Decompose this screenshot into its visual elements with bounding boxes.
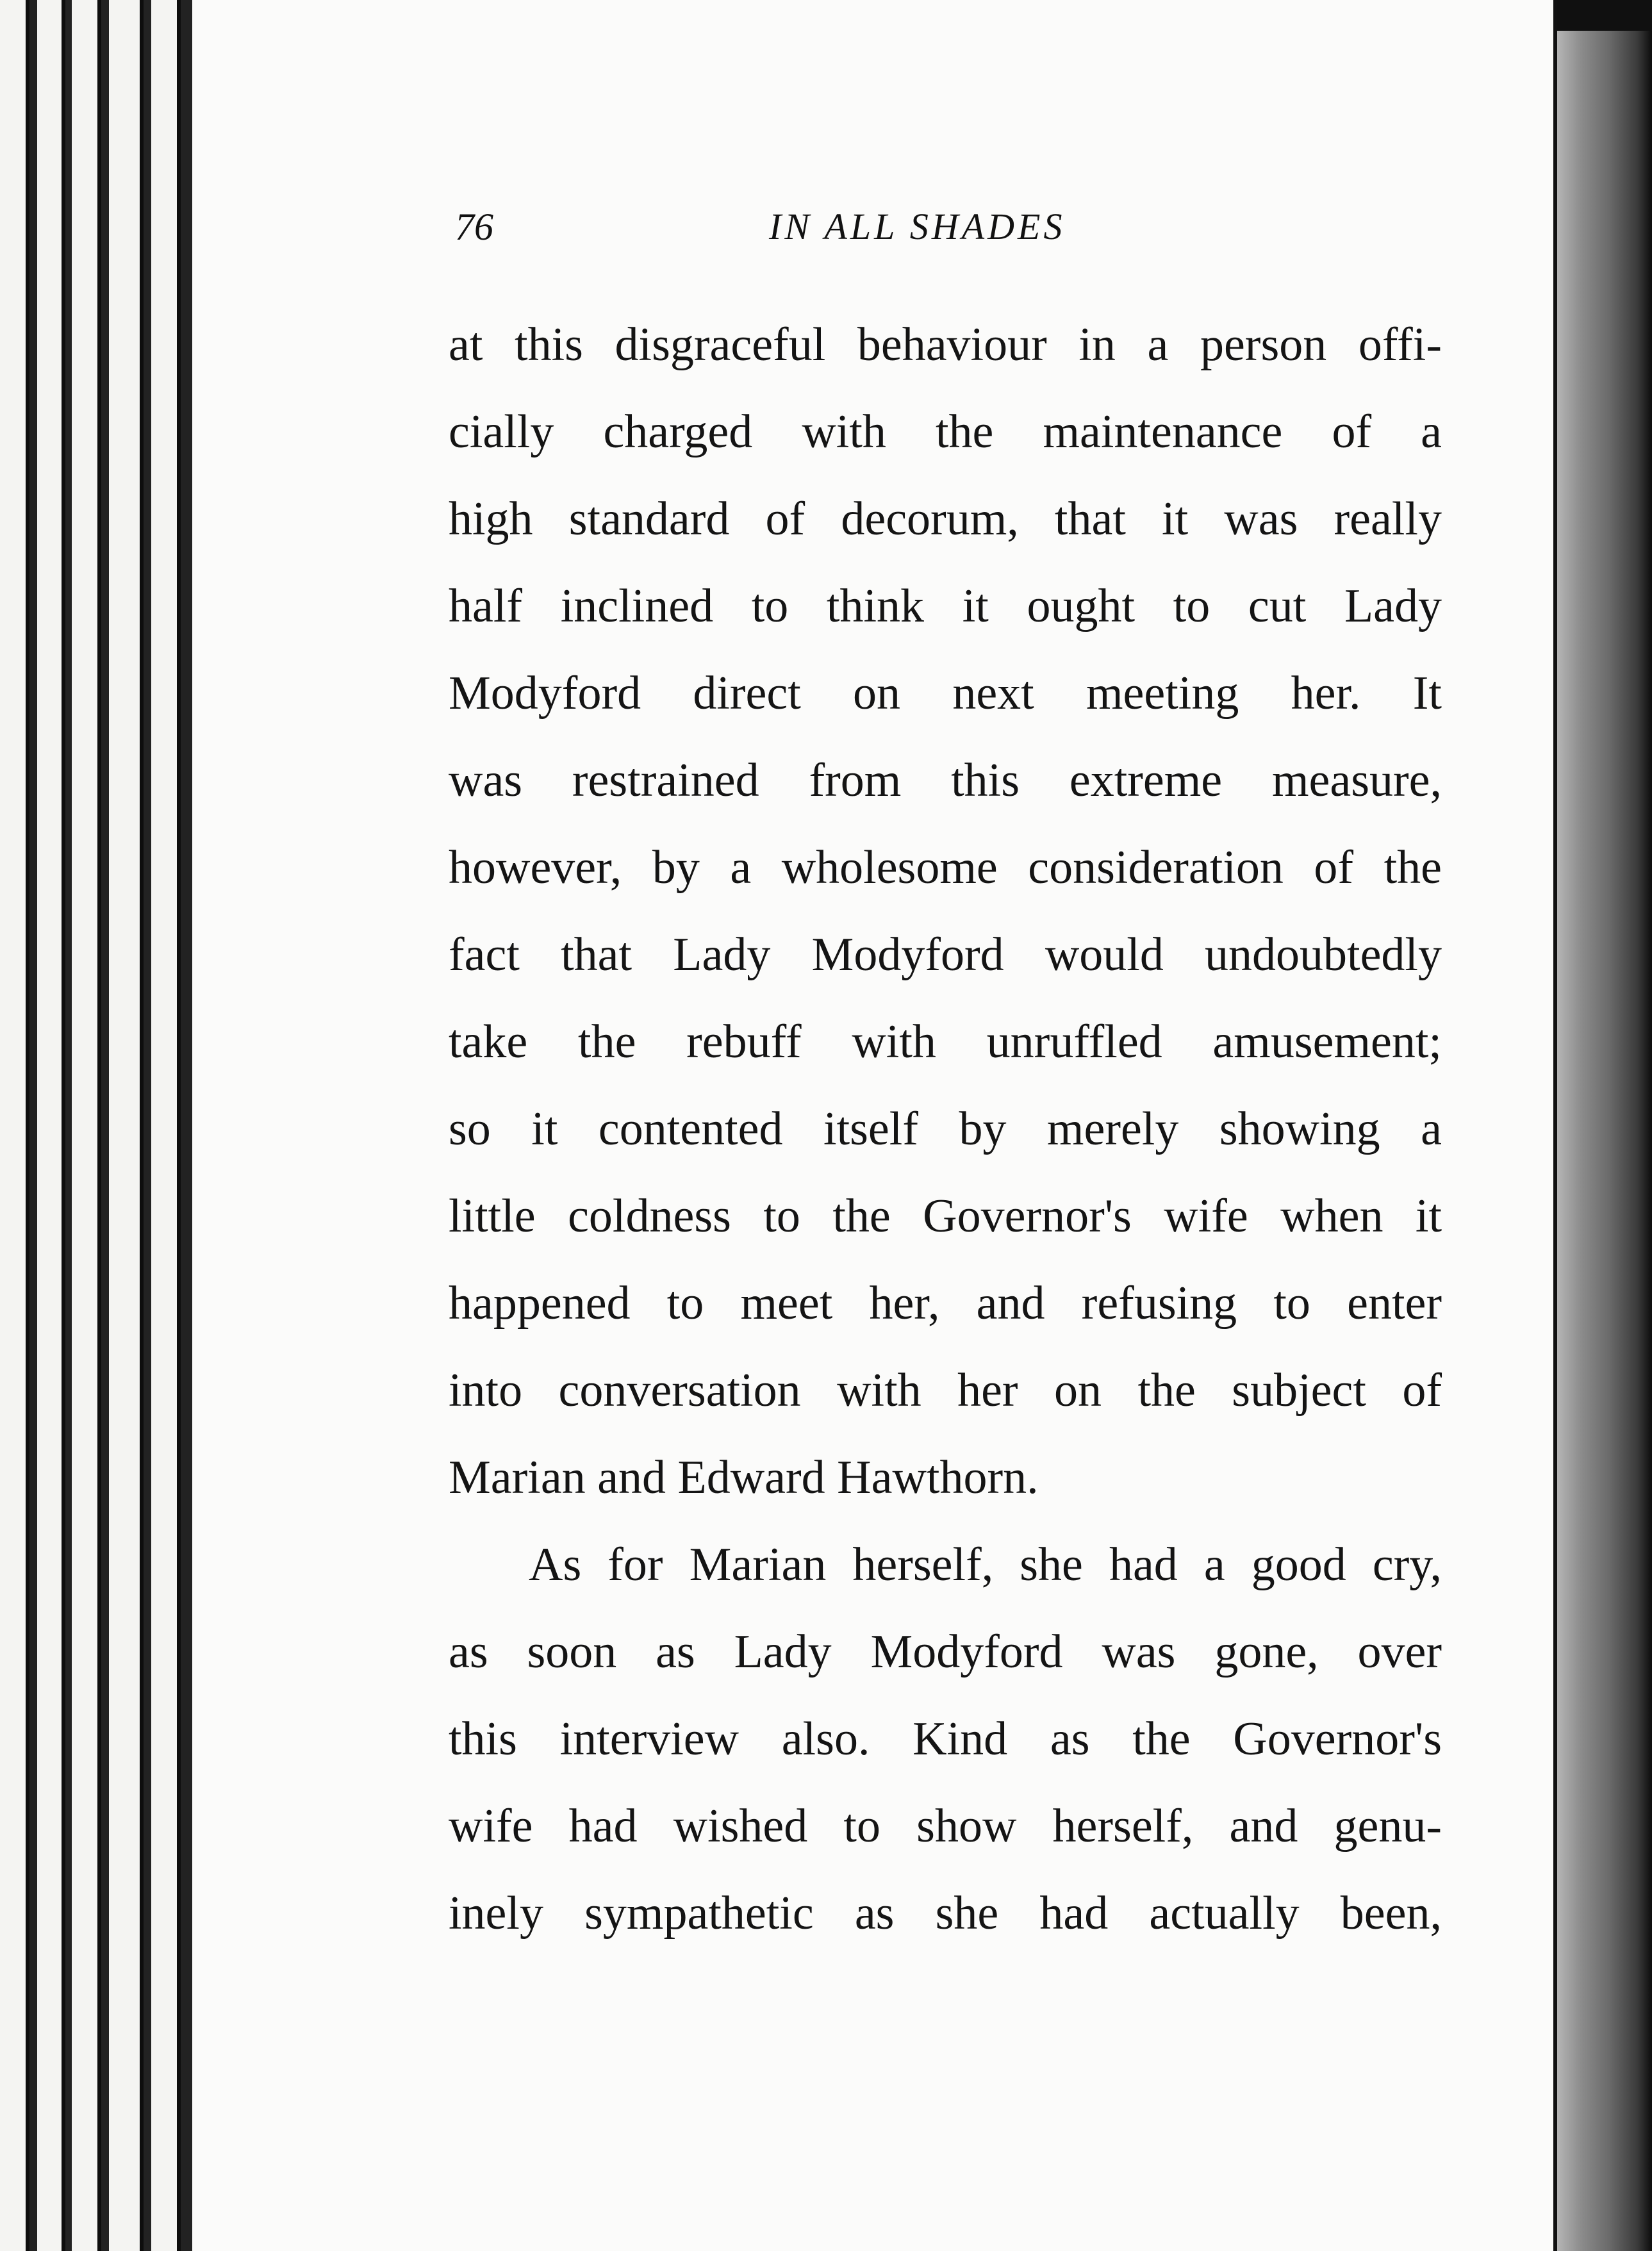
- page-edge: [109, 0, 144, 2251]
- text-line: as soon as Lady Modyford was gone, over: [449, 1626, 1442, 1678]
- text-line: Marian and Edward Hawthorn.: [449, 1451, 1039, 1504]
- running-head-title: IN ALL SHADES: [769, 206, 1066, 247]
- text-line: little coldness to the Governor's wife when it: [449, 1190, 1442, 1242]
- running-head: [455, 205, 1141, 256]
- text-line: at this disgraceful behaviour in a person offi-: [449, 318, 1442, 371]
- text-line: cially charged with the maintenance of a: [449, 406, 1442, 458]
- binding-gutter: [1557, 0, 1652, 2251]
- text-line: inely sympathetic as she had actually been,: [449, 1887, 1442, 1940]
- page-edge: [37, 0, 65, 2251]
- text-line: this interview also. Kind as the Governor's: [449, 1713, 1442, 1765]
- page-number: 76: [455, 206, 493, 248]
- text-line: into conversation with her on the subject of: [449, 1364, 1442, 1417]
- paragraph-first-line: As for Marian herself, she had a good cry,: [529, 1538, 1442, 1591]
- page-edge: [72, 0, 101, 2251]
- text-line: Modyford direct on next meeting her. It: [449, 667, 1442, 720]
- page-edge: [151, 0, 181, 2251]
- text-line: wife had wished to show herself, and genu-: [449, 1800, 1442, 1852]
- text-line: take the rebuff with unruffled amusement;: [449, 1016, 1442, 1068]
- text-line: so it contented itself by merely showing a: [449, 1103, 1442, 1155]
- binding-shadow: [1557, 0, 1652, 31]
- page-edge: [0, 0, 29, 2251]
- body-text: [449, 301, 1442, 1957]
- text-line: fact that Lady Modyford would undoubtedly: [449, 928, 1442, 981]
- text-line: high standard of decorum, that it was really: [449, 493, 1442, 545]
- text-line: however, by a wholesome consideration of the: [449, 841, 1442, 894]
- text-line: happened to meet her, and refusing to enter: [449, 1277, 1442, 1330]
- text-line: was restrained from this extreme measure,: [449, 754, 1442, 807]
- text-line: half inclined to think it ought to cut Lady: [449, 580, 1442, 632]
